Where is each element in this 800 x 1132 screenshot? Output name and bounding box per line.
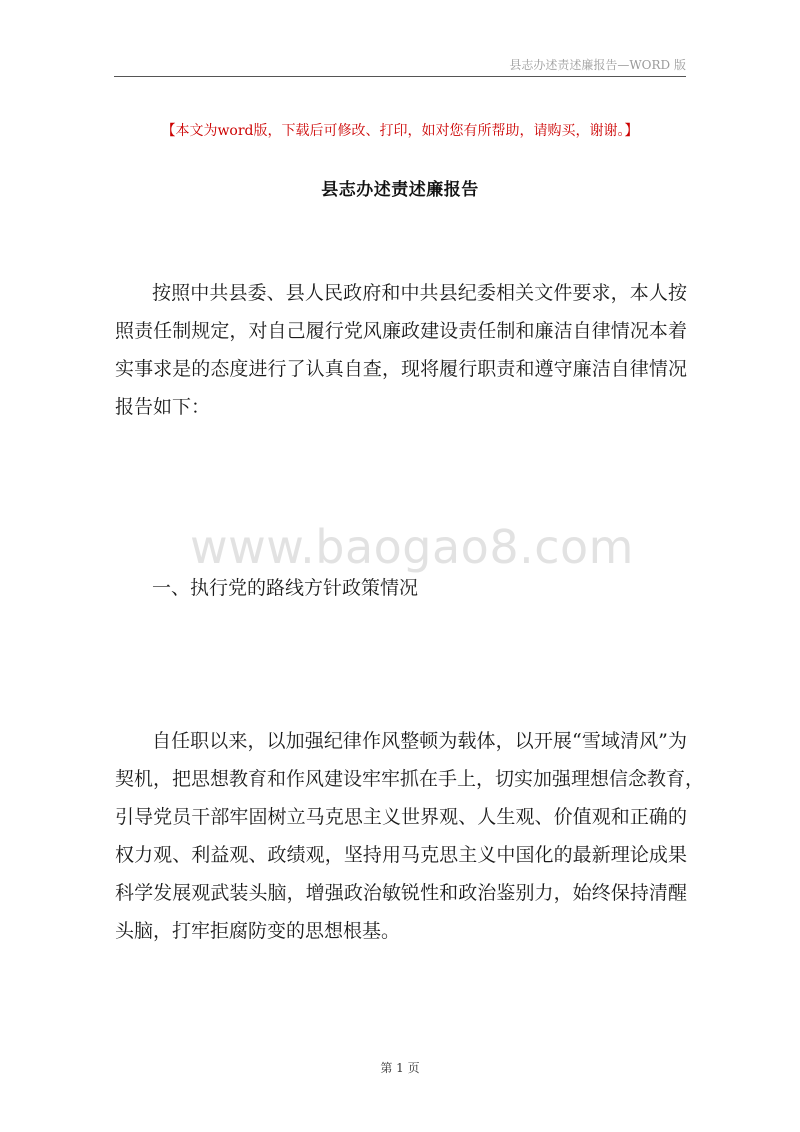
paragraph-line: 照责任制规定，对自己履行党风廉政建设责任制和廉洁自律情况本着 <box>115 320 687 342</box>
paragraph-line: 引导党员干部牢固树立马克思主义世界观、人生观、价值观和正确的 <box>115 806 687 828</box>
page-number: 第 1 页 <box>380 1061 420 1075</box>
intro-paragraph <box>115 274 687 426</box>
watermark-text: www.baogao8.com <box>190 520 634 574</box>
paragraph-line: 报告如下： <box>115 396 211 418</box>
section-heading: 一、执行党的路线方针政策情况 <box>152 577 419 599</box>
paragraph-line: 实事求是的态度进行了认真自查，现将履行职责和遵守廉洁自律情况 <box>115 358 687 380</box>
purchase-notice: 【本文为word版，下载后可修改、打印，如对您有所帮助，请购买，谢谢。】 <box>161 123 639 139</box>
body-paragraph <box>115 722 705 950</box>
header-divider <box>114 76 686 77</box>
paragraph-line: 自任职以来，以加强纪律作风整顿为载体，以开展“雪域清风”为 <box>152 730 687 752</box>
paragraph-line: 契机，把思想教育和作风建设牢牢抓在手上，切实加强理想信念教育， <box>115 768 705 790</box>
paragraph-line: 头脑，打牢拒腐防变的思想根基。 <box>115 920 401 942</box>
document-title: 县志办述责述廉报告 <box>321 180 479 200</box>
paragraph-line: 权力观、利益观、政绩观，坚持用马克思主义中国化的最新理论成果 <box>115 844 687 866</box>
paragraph-line: 科学发展观武装头脑，增强政治敏锐性和政治鉴别力，始终保持清醒 <box>115 882 687 904</box>
running-header: 县志办述责述廉报告—WORD 版 <box>509 58 686 72</box>
paragraph-line: 按照中共县委、县人民政府和中共县纪委相关文件要求，本人按 <box>152 282 687 304</box>
